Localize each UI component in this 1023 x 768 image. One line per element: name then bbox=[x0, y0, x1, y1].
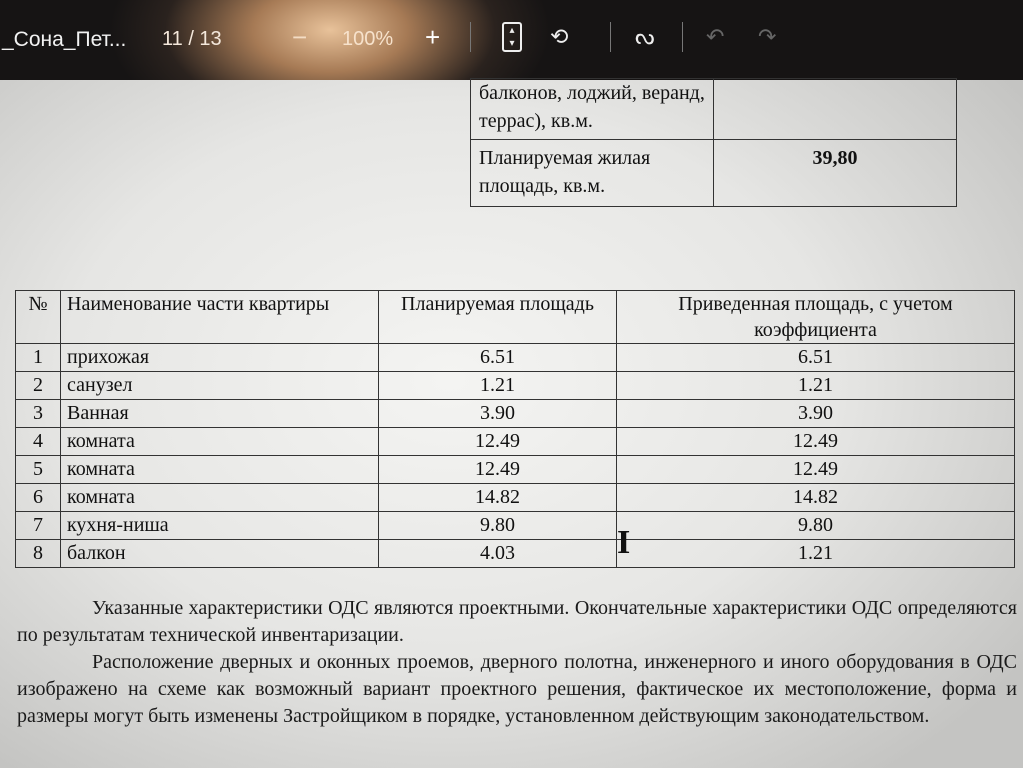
pdf-toolbar bbox=[0, 0, 1023, 80]
table-header bbox=[16, 291, 1015, 344]
adjusted-area: 14.82 bbox=[617, 484, 1015, 512]
divider bbox=[470, 22, 471, 52]
room-name: кухня-ниша bbox=[61, 512, 379, 540]
divider bbox=[610, 22, 611, 52]
summary-label: балконов, лоджий, веранд, террас), кв.м. bbox=[471, 79, 714, 140]
row-number: 3 bbox=[16, 400, 61, 428]
living-area-value: 39,80 bbox=[714, 140, 957, 207]
summary-value bbox=[714, 79, 957, 140]
row-number: 7 bbox=[16, 512, 61, 540]
planned-area: 12.49 bbox=[379, 456, 617, 484]
planned-area: 9.80 bbox=[379, 512, 617, 540]
adjusted-area: 6.51 bbox=[617, 344, 1015, 372]
room-name: комната bbox=[61, 428, 379, 456]
zoom-level[interactable]: 100% bbox=[342, 28, 394, 50]
row-number: 4 bbox=[16, 428, 61, 456]
document-title: _Сона_Пет... bbox=[2, 28, 127, 51]
table-row bbox=[16, 344, 1015, 372]
adjusted-area: 3.90 bbox=[617, 400, 1015, 428]
header-adjusted-area: Приведенная площадь, с учетом коэффициента bbox=[617, 291, 1015, 344]
planned-area: 4.03 bbox=[379, 540, 617, 568]
planned-area: 1.21 bbox=[379, 372, 617, 400]
room-name: балкон bbox=[61, 540, 379, 568]
summary-table bbox=[470, 78, 957, 207]
table-row bbox=[16, 400, 1015, 428]
planned-area: 6.51 bbox=[379, 344, 617, 372]
table-row bbox=[16, 484, 1015, 512]
page-indicator[interactable]: 11 / 13 bbox=[162, 28, 222, 50]
adjusted-area: 1.21 bbox=[617, 372, 1015, 400]
room-name: комната bbox=[61, 484, 379, 512]
row-number: 2 bbox=[16, 372, 61, 400]
room-name: комната bbox=[61, 456, 379, 484]
room-name: прихожая bbox=[61, 344, 379, 372]
fit-page-icon[interactable]: ▴ ▾ bbox=[502, 22, 522, 52]
summary-label: Планируемая жилая площадь, кв.м. bbox=[471, 140, 714, 207]
header-number: № bbox=[16, 291, 61, 344]
rotate-icon[interactable]: ⟲ bbox=[550, 24, 569, 49]
zoom-out-button[interactable]: − bbox=[292, 22, 308, 52]
zoom-in-button[interactable]: + bbox=[425, 22, 441, 52]
redo-icon[interactable]: ↷ bbox=[758, 24, 777, 49]
table-row bbox=[16, 428, 1015, 456]
planned-area: 14.82 bbox=[379, 484, 617, 512]
table-row bbox=[16, 512, 1015, 540]
rooms-table bbox=[15, 290, 1015, 568]
draw-icon[interactable]: ᔓ bbox=[635, 24, 655, 49]
row-number: 8 bbox=[16, 540, 61, 568]
text-cursor-icon: I bbox=[617, 524, 631, 561]
row-number: 1 bbox=[16, 344, 61, 372]
adjusted-area: 1.21 bbox=[617, 540, 1015, 568]
header-planned-area: Планируемая площадь bbox=[379, 291, 617, 344]
table-row bbox=[16, 456, 1015, 484]
table-row bbox=[16, 540, 1015, 568]
planned-area: 3.90 bbox=[379, 400, 617, 428]
adjusted-area: 12.49 bbox=[617, 428, 1015, 456]
planned-area: 12.49 bbox=[379, 428, 617, 456]
adjusted-area: 9.80 bbox=[617, 512, 1015, 540]
room-name: Ванная bbox=[61, 400, 379, 428]
table-row bbox=[16, 372, 1015, 400]
undo-icon[interactable]: ↶ bbox=[706, 24, 725, 49]
row-number: 5 bbox=[16, 456, 61, 484]
table-row bbox=[471, 79, 957, 140]
divider bbox=[682, 22, 683, 52]
document-page bbox=[0, 80, 1023, 768]
table-row bbox=[471, 140, 957, 207]
paragraph: Указанные характеристики ОДС являются проектными. Окончательные характеристики ОДС определяются по результатам технической инвентаризации. bbox=[17, 597, 1017, 646]
row-number: 6 bbox=[16, 484, 61, 512]
paragraph: Расположение дверных и оконных проемов, дверного полотна, инженерного и иного оборудования в ОДС изображено на схеме как возможный вариант проектного решения, фактическое их местоположение, форма и размеры могут быть изменены Застройщиком в порядке, установленном действующим законодательством. bbox=[17, 651, 1017, 727]
room-name: санузел bbox=[61, 372, 379, 400]
adjusted-area: 12.49 bbox=[617, 456, 1015, 484]
header-name: Наименование части квартиры bbox=[61, 291, 379, 344]
